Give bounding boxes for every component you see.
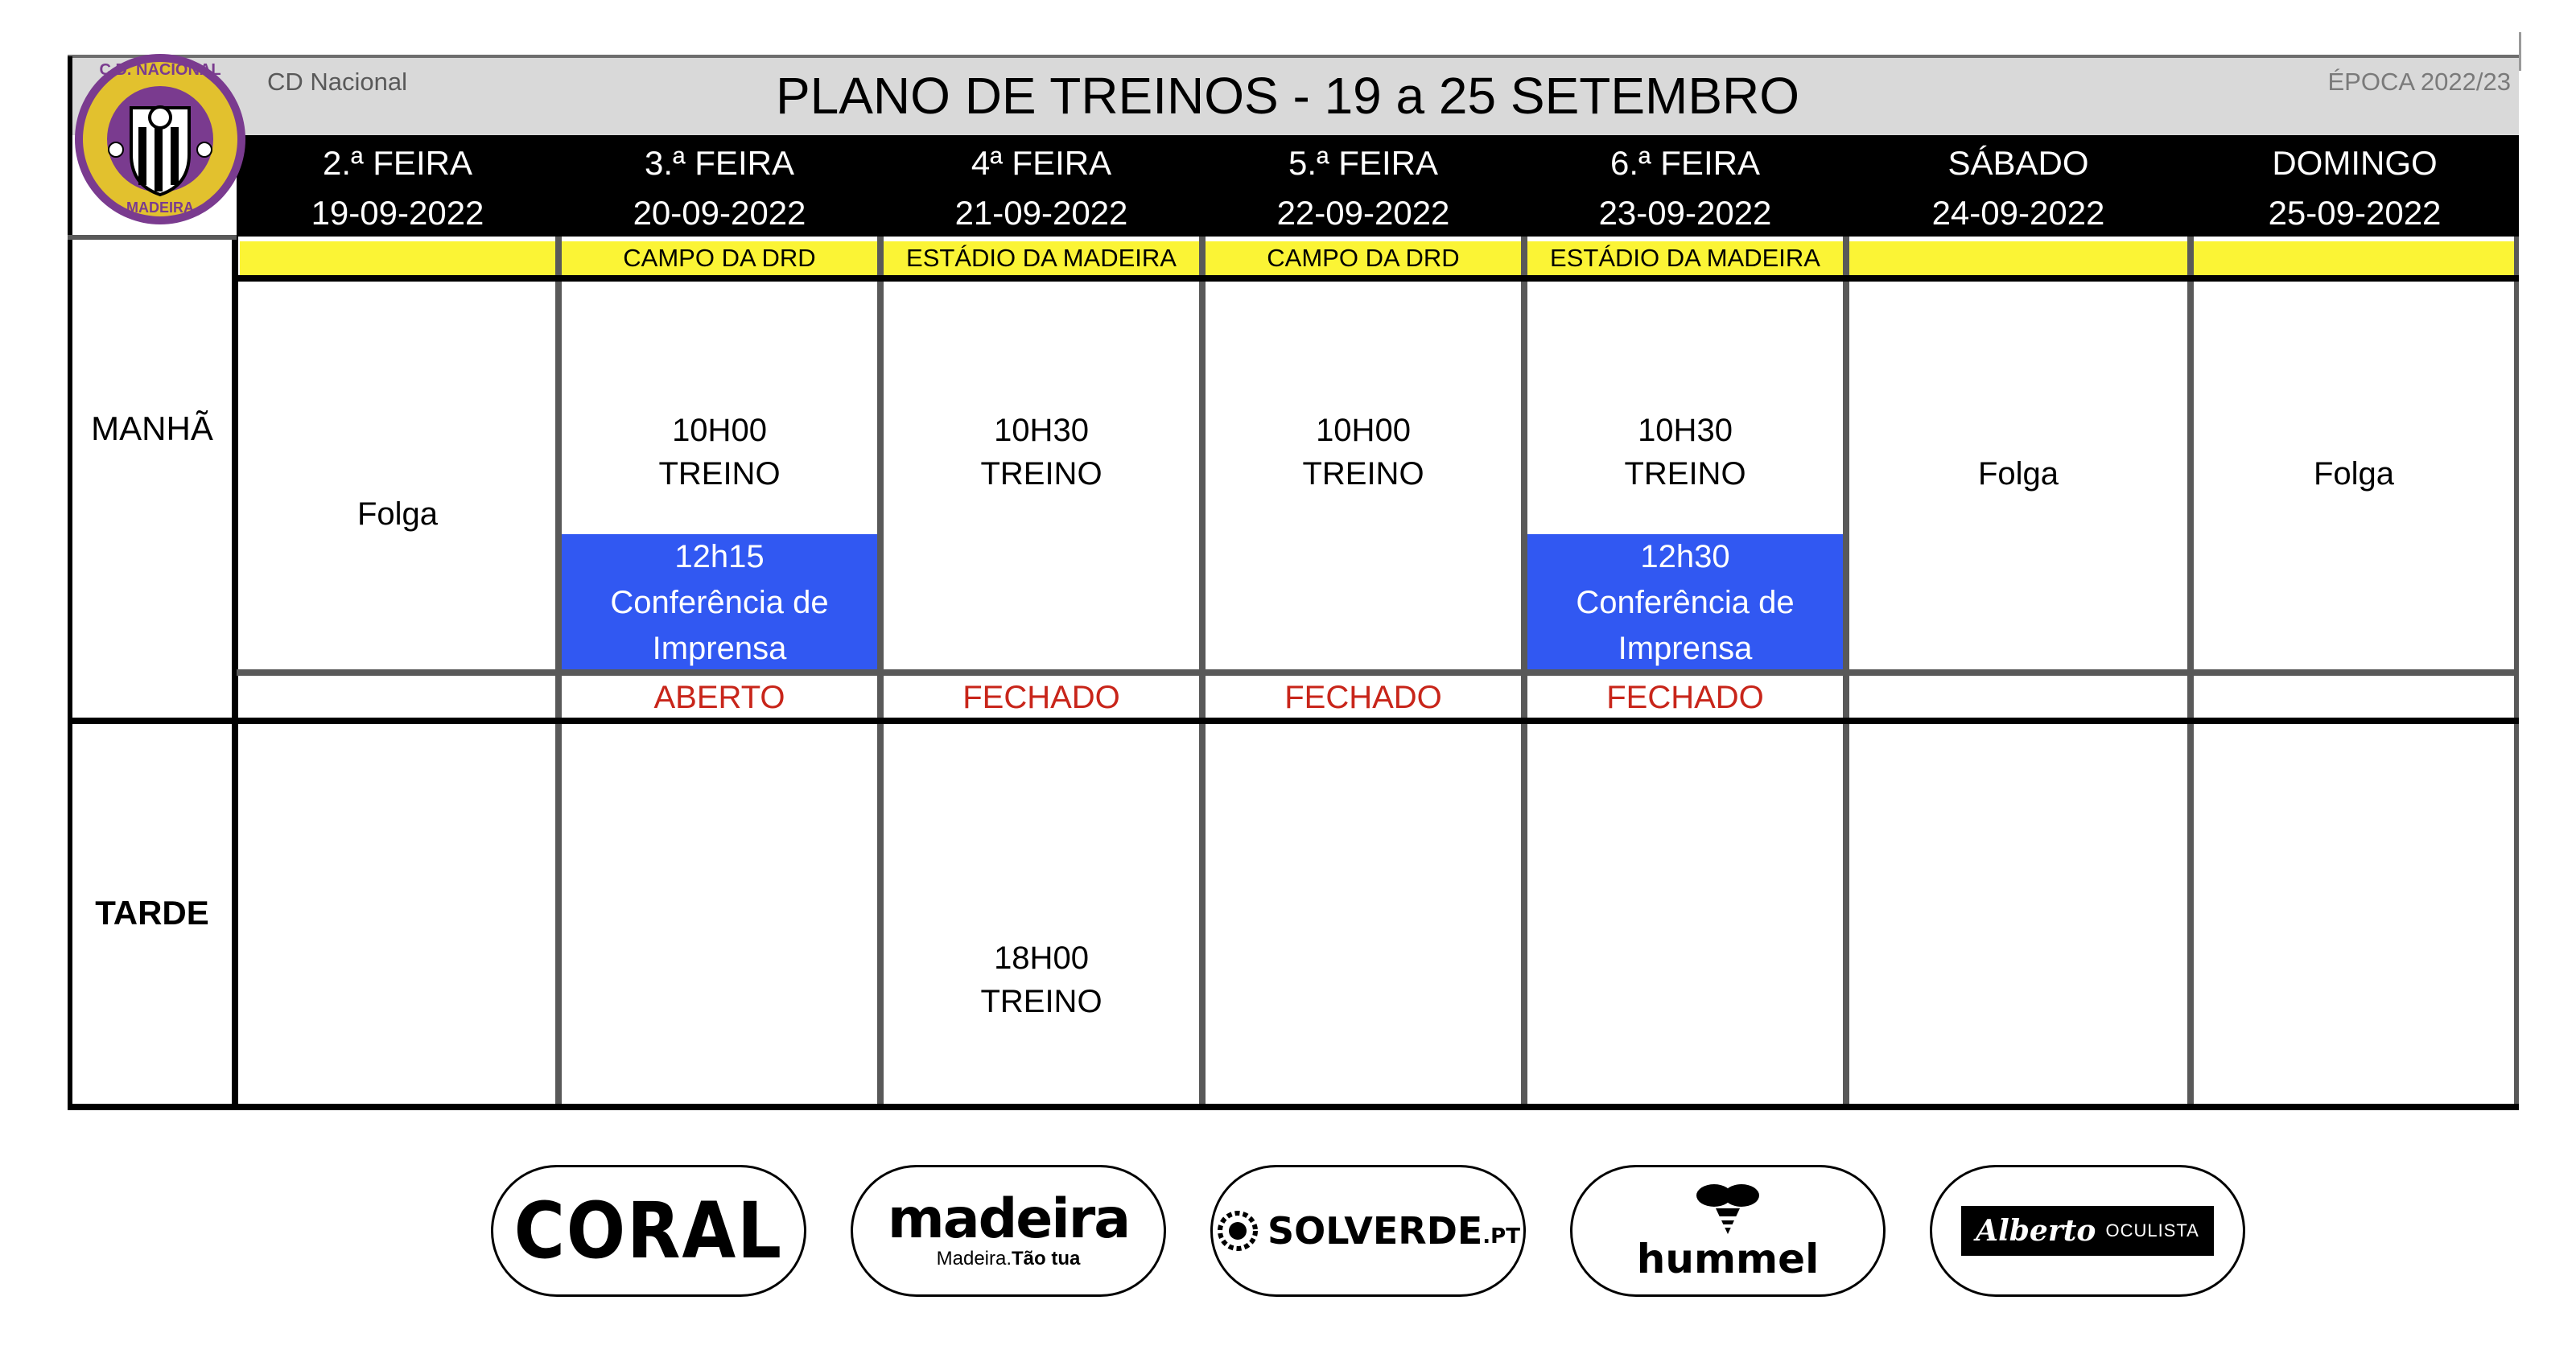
morning-sun: Folga bbox=[2313, 456, 2395, 492]
sponsor-coral bbox=[491, 1165, 806, 1297]
press-time-fri: 12h30 bbox=[1640, 539, 1730, 574]
madeira-tagline-bold: Tão tua bbox=[1012, 1248, 1081, 1269]
morning-fri-activity: TREINO bbox=[1624, 456, 1746, 492]
grid-venue-bottom bbox=[237, 275, 2519, 282]
sponsor-solverde bbox=[1210, 1165, 1526, 1297]
venue-tue: CAMPO DA DRD bbox=[562, 241, 877, 275]
venue-wed: ESTÁDIO DA MADEIRA bbox=[884, 241, 1199, 275]
morning-tue-activity: TREINO bbox=[658, 456, 781, 492]
day-date-thu: 22-09-2022 bbox=[1276, 194, 1450, 232]
day-name-tue: 3.ª FEIRA bbox=[645, 144, 794, 182]
club-logo bbox=[71, 50, 249, 228]
morning-tue-time: 10H00 bbox=[672, 413, 767, 448]
day-name-mon: 2.ª FEIRA bbox=[323, 144, 472, 182]
status-wed: FECHADO bbox=[962, 680, 1120, 715]
press-block-tue bbox=[562, 534, 877, 671]
venue-thu: CAMPO DA DRD bbox=[1206, 241, 1521, 275]
day-date-sat: 24-09-2022 bbox=[1931, 194, 2105, 232]
venue-fri: ESTÁDIO DA MADEIRA bbox=[1527, 241, 1843, 275]
solverde-suffix: .PT bbox=[1482, 1224, 1520, 1249]
venue-sat bbox=[1849, 241, 2187, 275]
morning-wed-time: 10H30 bbox=[994, 413, 1089, 448]
day-date-wed: 21-09-2022 bbox=[954, 194, 1128, 232]
day-name-thu: 5.ª FEIRA bbox=[1288, 144, 1438, 182]
grid-status-top bbox=[237, 669, 2519, 676]
hummel-text: hummel bbox=[1636, 1236, 1820, 1282]
grid-bottom-border bbox=[68, 1104, 2519, 1110]
row-label-afternoon: TARDE bbox=[95, 894, 209, 932]
venue-sun bbox=[2194, 241, 2516, 275]
header-right-tick bbox=[2519, 32, 2521, 71]
row-label-morning: MANHÃ bbox=[91, 409, 213, 447]
logo-text-bottom: MADEIRA bbox=[126, 200, 194, 216]
afternoon-wed-time: 18H00 bbox=[994, 940, 1089, 976]
morning-thu-time: 10H00 bbox=[1316, 413, 1411, 448]
morning-sat: Folga bbox=[1977, 456, 2059, 492]
page-title: PLANO DE TREINOS - 19 a 25 SETEMBRO bbox=[775, 67, 1800, 125]
press-line2-fri: Imprensa bbox=[1618, 631, 1753, 666]
alberto-suffix: OCULISTA bbox=[2105, 1220, 2199, 1241]
afternoon-wed-activity: TREINO bbox=[980, 984, 1103, 1019]
grid-tarde-top bbox=[68, 718, 2519, 724]
madeira-logo-text: madeira bbox=[887, 1187, 1130, 1251]
day-name-sat: SÁBADO bbox=[1947, 144, 2089, 182]
morning-mon: Folga bbox=[357, 496, 439, 532]
morning-fri-time: 10H30 bbox=[1638, 413, 1733, 448]
sponsor-alberto bbox=[1930, 1165, 2245, 1297]
logo-text-top: C.D. NACIONAL bbox=[99, 61, 221, 79]
press-line2-tue: Imprensa bbox=[652, 631, 787, 666]
status-tue: ABERTO bbox=[653, 680, 785, 715]
alberto-text: Alberto bbox=[1976, 1214, 2096, 1248]
press-line1-tue: Conferência de bbox=[610, 585, 829, 620]
club-name: CD Nacional bbox=[267, 68, 408, 96]
grid-venue-top bbox=[68, 235, 237, 240]
sponsor-madeira bbox=[851, 1165, 1166, 1297]
season-label: ÉPOCA 2022/23 bbox=[2327, 68, 2511, 96]
day-date-fri: 23-09-2022 bbox=[1598, 194, 1772, 232]
solverde-sun-icon bbox=[1216, 1209, 1259, 1253]
coral-logo-text: CORAL bbox=[513, 1186, 784, 1276]
morning-thu-activity: TREINO bbox=[1302, 456, 1424, 492]
madeira-tagline bbox=[937, 1248, 1081, 1270]
day-name-wed: 4ª FEIRA bbox=[971, 144, 1112, 182]
morning-wed-activity: TREINO bbox=[980, 456, 1103, 492]
status-fri: FECHADO bbox=[1606, 680, 1764, 715]
header-top-border bbox=[68, 55, 2519, 58]
press-line1-fri: Conferência de bbox=[1576, 585, 1795, 620]
alberto-badge bbox=[1961, 1206, 2214, 1256]
day-date-sun: 25-09-2022 bbox=[2268, 194, 2442, 232]
day-name-sun: DOMINGO bbox=[2272, 144, 2438, 182]
day-name-fri: 6.ª FEIRA bbox=[1610, 144, 1760, 182]
day-date-tue: 20-09-2022 bbox=[633, 194, 806, 232]
day-date-mon: 19-09-2022 bbox=[311, 194, 484, 232]
hummel-bee-icon bbox=[1692, 1181, 1764, 1237]
grid-left-border bbox=[68, 56, 72, 1110]
venue-mon bbox=[240, 241, 555, 275]
press-block-fri bbox=[1527, 534, 1843, 671]
press-time-tue: 12h15 bbox=[674, 539, 765, 574]
solverde-text: SOLVERDE bbox=[1267, 1209, 1483, 1253]
madeira-tagline-text: Madeira. bbox=[936, 1248, 1012, 1269]
sponsor-hummel bbox=[1570, 1165, 1886, 1297]
status-thu: FECHADO bbox=[1284, 680, 1442, 715]
